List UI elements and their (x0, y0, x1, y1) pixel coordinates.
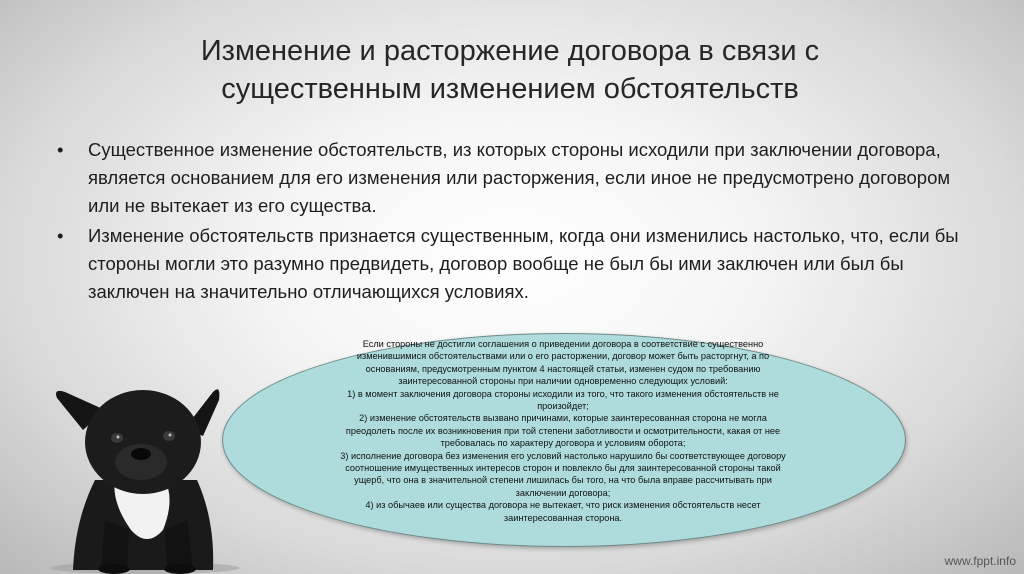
title-line-2: существенным изменением обстоятельств (221, 73, 799, 105)
bullet-marker: • (57, 139, 64, 160)
bullet-marker: • (57, 225, 64, 246)
slide-title (110, 32, 910, 108)
dog-image (35, 370, 245, 574)
ellipse-line: Если стороны не достигли соглашения о приведении договора в соответствие с существенно (362, 339, 764, 349)
ellipse-line: преодолеть после их возникновения при той степени заботливости и осмотрительности, какая от нее (345, 425, 781, 436)
ellipse-line: требовалась по характеру договора и условиям оборота; (440, 438, 686, 449)
ellipse-line: произойдет; (537, 401, 589, 412)
bullet-item (55, 136, 975, 220)
ellipse-text (322, 338, 804, 524)
bullet-item (55, 222, 975, 306)
bullet-list (55, 136, 975, 306)
ellipse-line: заинтересованной стороны при наличии одновременно следующих условий: (398, 376, 728, 387)
ellipse-line: 2) изменение обстоятельств вызвано причинами, которые заинтересованная сторона не могла (359, 413, 767, 424)
ellipse-line: заключении договора; (515, 487, 611, 498)
ellipse-line: изменившимися обстоятельствами или о его расторжении, договор может быть расторгнут, а по (356, 351, 770, 362)
title-line-1: Изменение и расторжение договора в связи с (200, 35, 820, 67)
ellipse-line: 4) из обычаев или существа договора не вытекает, что риск изменения обстоятельств несет (365, 500, 761, 511)
ellipse-line: заинтересованная сторона. (503, 512, 623, 523)
bullet-text: Изменение обстоятельств признается существенным, когда они изменились настолько, что, если бы стороны могли это разумно предвидеть, договор вообще не был бы ими заключен или был бы заключен на значительно отличающихся условиях. (88, 225, 959, 302)
ellipse-line: 3) исполнение договора без изменения его условий настолько нарушило бы соответствующее договору (340, 450, 786, 461)
ellipse-line: соотношение имущественных интересов сторон и повлекло бы для заинтересованной стороны такой (345, 463, 781, 474)
ellipse-line: 1) в момент заключения договора стороны исходили из того, что такого изменения обстоятельств не (347, 388, 779, 399)
footer-url: www.fppt.info (944, 554, 1016, 568)
bullet-text: Существенное изменение обстоятельств, из которых стороны исходили при заключении договора, является основанием для его изменения или расторжения, если иное не предусмотрено договором или не вытекает из его существа. (88, 139, 951, 216)
ellipse-line: ущерб, что она в значительной степени лишилась бы того, на что была вправе рассчитывать при (354, 475, 772, 486)
ellipse-line: основаниям, предусмотренным пунктом 4 настоящей статьи, изменен судом по требованию (365, 363, 761, 374)
